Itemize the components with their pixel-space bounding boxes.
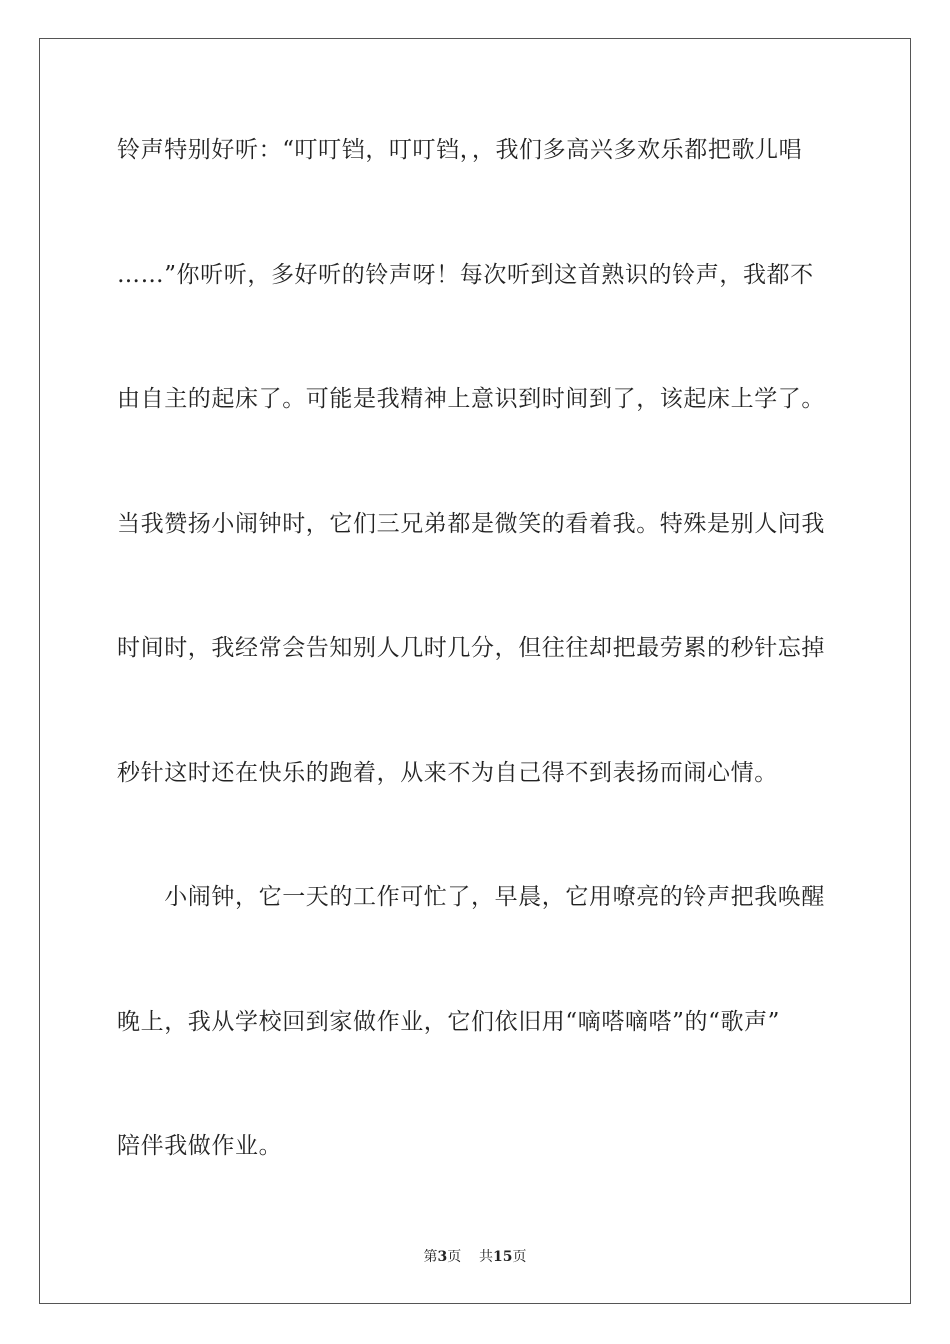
total-prefix: 共 [479, 1249, 494, 1265]
body-line-9: 陪伴我做作业。 [117, 1133, 283, 1159]
body-line-5: 时间时，我经常会告知别人几时几分，但往往却把最劳累的秒针忘掉 [117, 635, 825, 661]
page-prefix: 第 [423, 1249, 438, 1265]
body-line-8: 晚上，我从学校回到家做作业，它们依旧用“嘀嗒嘀嗒”的“歌声” [117, 1009, 781, 1035]
body-line-2: ……”你听听，多好听的铃声呀！每次听到这首熟识的铃声，我都不 [117, 262, 814, 288]
body-line-6: 秒针这时还在快乐的跑着，从来不为自己得不到表扬而闹心情。 [117, 760, 778, 786]
body-line-3: 由自主的起床了。可能是我精神上意识到时间到了，该起床上学了。 [117, 386, 825, 412]
body-line-1: 铃声特别好听：“叮叮铛，叮叮铛，，我们多高兴多欢乐都把歌儿唱 [117, 137, 803, 163]
total-suffix: 页 [512, 1249, 527, 1265]
total-pages: 15 [493, 1249, 513, 1265]
page-number: 3 [437, 1249, 448, 1265]
page-suffix: 页 [447, 1249, 462, 1265]
body-line-4: 当我赞扬小闹钟时，它们三兄弟都是微笑的看着我。特殊是别人问我 [117, 511, 825, 537]
page-footer [0, 1247, 950, 1267]
page-border [39, 38, 911, 1304]
body-line-7: 小闹钟，它一天的工作可忙了，早晨，它用嘹亮的铃声把我唤醒 [117, 884, 825, 910]
